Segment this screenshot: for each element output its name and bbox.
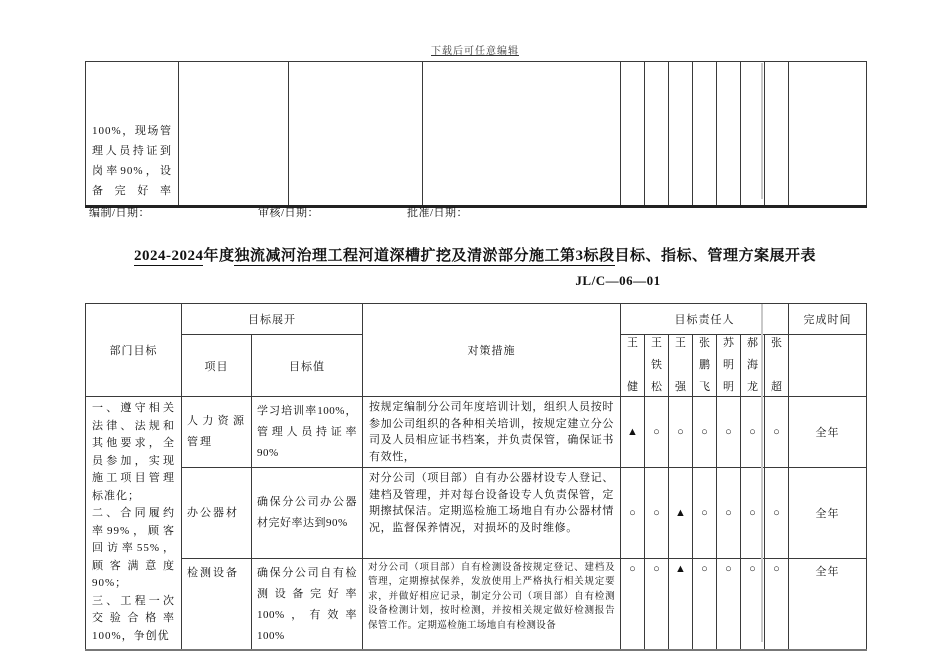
title-underlined-project: 独流减河治理工程河道深槽扩挖及清淤部分施工第3标段	[234, 248, 615, 264]
header-complete-time: 完成时间	[789, 304, 867, 335]
prepared-date-label: 编制/日期：	[89, 207, 151, 219]
mark-cell: ○	[693, 559, 717, 651]
project-cell: 办公器材	[182, 468, 252, 559]
mark-cell: ○	[765, 468, 789, 559]
empty-cell	[693, 62, 717, 207]
mark-cell: ○	[741, 468, 765, 559]
header-row-1	[86, 304, 867, 335]
page-guide-line	[761, 304, 763, 642]
empty-cell	[645, 62, 669, 207]
mark-cell: ▲	[669, 468, 693, 559]
mark-cell: ○	[621, 559, 645, 651]
dept-goal-cell	[86, 397, 182, 651]
project-cell: 检测设备	[182, 559, 252, 651]
title-plain-1: 年度	[203, 248, 235, 264]
title-plain-2: 目标、指标、管理方案展开表	[614, 248, 817, 264]
person-name: 张 超	[771, 337, 782, 393]
header-project: 项目	[182, 335, 252, 397]
mark-cell: ○	[693, 468, 717, 559]
mark-cell: ○	[717, 468, 741, 559]
mark-cell: ▲	[669, 559, 693, 651]
dept-goal-item: 三、工程一次交验合格率100%，争创优	[92, 594, 175, 642]
mark-cell: ○	[645, 397, 669, 468]
goal-value-cell: 确保分公司自有检测设备完好率100%，有效率100%	[252, 559, 363, 651]
mark-cell: ○	[765, 559, 789, 651]
empty-cell	[765, 62, 789, 207]
dept-goal-item: 二、合同履约率99%，顾客回访率55%，顾客满意度90%；	[92, 507, 175, 589]
time-cell: 全年	[789, 468, 867, 559]
table-row	[86, 468, 867, 559]
table-row	[86, 559, 867, 651]
page-guide-line	[761, 63, 763, 199]
header-person	[693, 335, 717, 397]
page-header-watermark: 下载后可任意编辑	[431, 46, 519, 57]
mark-cell: ○	[669, 397, 693, 468]
dept-goal-item: 一、遵守相关法律、法规和其他要求，全员参加，实现施工项目管理标准化；	[92, 402, 175, 502]
time-cell: 全年	[789, 559, 867, 651]
mark-cell: ○	[717, 559, 741, 651]
empty-cell	[789, 62, 867, 207]
document-title	[0, 244, 950, 265]
mark-cell: ○	[765, 397, 789, 468]
continuation-table	[85, 61, 867, 208]
person-name: 王 健	[627, 337, 638, 393]
measures-cell: 按规定编制分公司年度培训计划，组织人员按时参加公司组织的各种相关培训，按规定建立分公司及人员相应证书档案，并负责保管，确保证书有效性，	[363, 397, 621, 468]
carryover-goal-cell: 100%，现场管理人员持证到岗率90%，设备完好率	[86, 62, 179, 207]
header-person	[621, 335, 645, 397]
mark-cell: ○	[741, 559, 765, 651]
mark-cell: ○	[717, 397, 741, 468]
person-name: 苏 明 明	[723, 337, 734, 393]
doc-code: JL/C—06—01	[575, 273, 661, 288]
mark-cell: ○	[741, 397, 765, 468]
empty-cell	[669, 62, 693, 207]
plan-table	[85, 303, 867, 651]
table-row	[86, 397, 867, 468]
header-person	[717, 335, 741, 397]
header-person	[669, 335, 693, 397]
empty-cell	[179, 62, 289, 207]
person-name: 王 强	[675, 337, 686, 393]
approved-date-label: 批准/日期：	[407, 207, 469, 219]
mark-cell: ○	[645, 468, 669, 559]
project-cell: 人力资源管理	[182, 397, 252, 468]
empty-cell	[423, 62, 621, 207]
header-goal-expand: 目标展开	[182, 304, 363, 335]
continuation-row	[86, 62, 867, 207]
header-person	[765, 335, 789, 397]
header-measures: 对策措施	[363, 304, 621, 397]
goal-value-cell: 确保分公司办公器材完好率达到90%	[252, 468, 363, 559]
empty-cell	[717, 62, 741, 207]
header-person	[645, 335, 669, 397]
mark-cell: ○	[693, 397, 717, 468]
person-name: 张 鹏 飞	[699, 337, 710, 393]
mark-cell: ○	[621, 468, 645, 559]
header-responsible: 目标责任人	[621, 304, 789, 335]
reviewed-date-label: 审核/日期：	[258, 207, 320, 219]
person-name: 郝 海 龙	[747, 337, 758, 393]
title-underlined-years: 2024-2024	[133, 248, 204, 264]
goal-value-cell: 学习培训率100%，管理人员持证率90%	[252, 397, 363, 468]
header-dept-goal: 部门目标	[86, 304, 182, 397]
mark-cell: ○	[645, 559, 669, 651]
empty-cell	[789, 335, 867, 397]
measures-cell: 对分公司（项目部）自有检测设备按规定登记、建档及管理，定期擦拭保养，发放使用上严格执行相关规定要求，并做好相应记录，制定分公司（项目部）自有检测设备检测计划，按时检测，并按相关规定做好检测报告保管工作。定期巡检施工场地自有检测设备	[363, 559, 621, 651]
header-goal-value: 目标值	[252, 335, 363, 397]
time-cell: 全年	[789, 397, 867, 468]
empty-cell	[621, 62, 645, 207]
person-name: 王 铁 松	[651, 337, 662, 393]
empty-cell	[289, 62, 423, 207]
measures-cell: 对分公司（项目部）自有办公器材设专人登记、建档及管理，并对每台设备设专人负责保管，定期擦拭保洁。定期巡检施工场地自有办公器材情况，监督保养情况，对损坏的及时维修。	[363, 468, 621, 559]
mark-cell: ▲	[621, 397, 645, 468]
